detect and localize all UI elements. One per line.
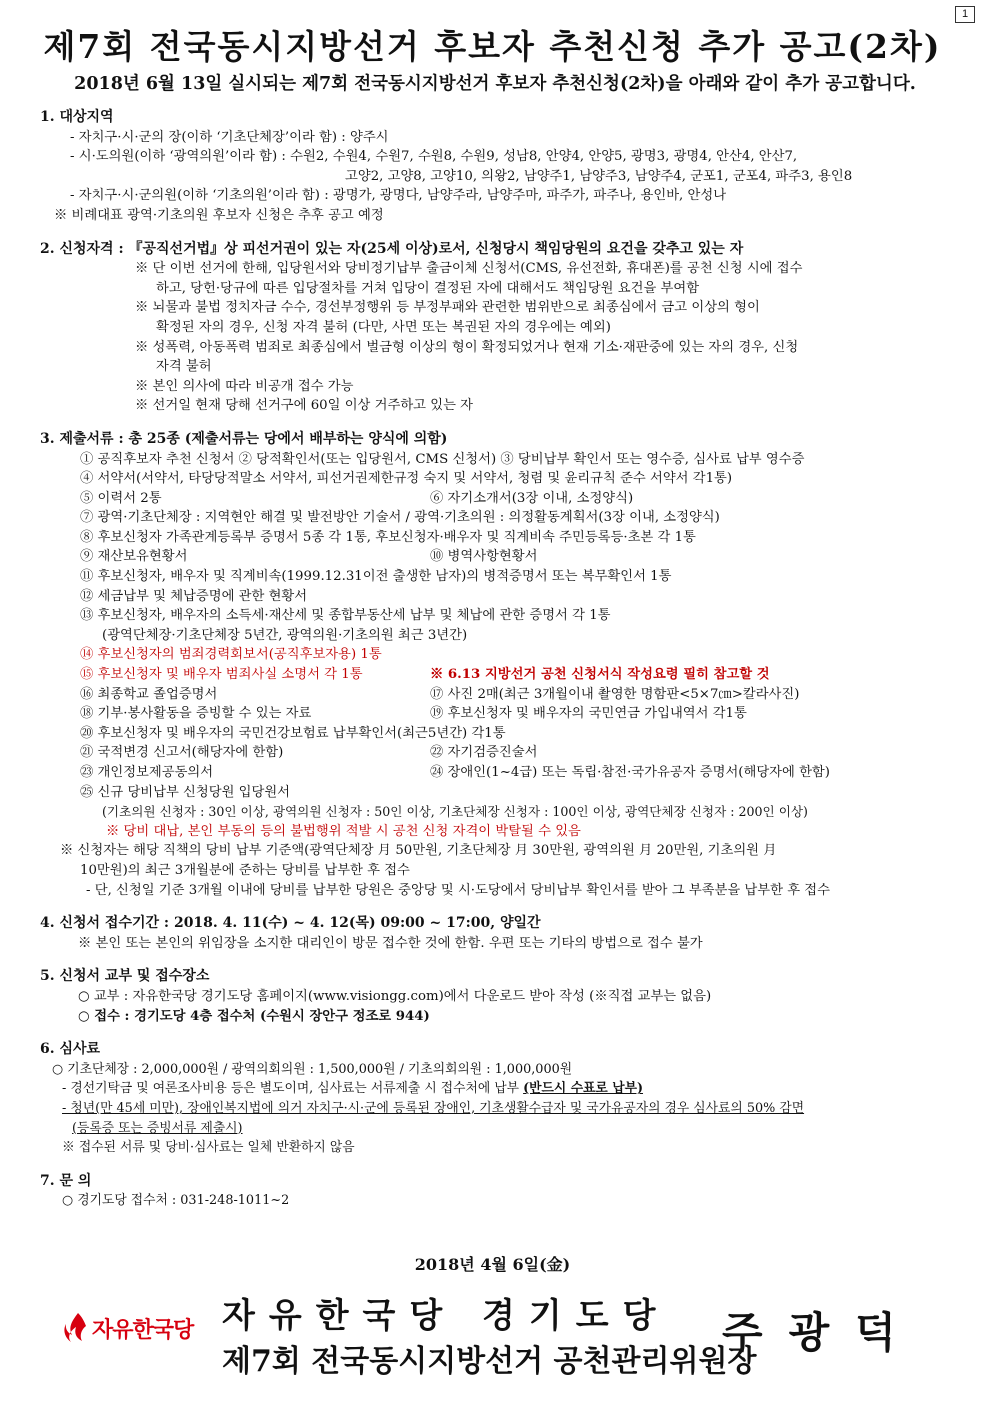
list-item: ④ 서약서(서약서, 타당당적말소 서약서, 피선거권제한규정 숙지 및 서약서, 청렴 및 윤리규칙 준수 서약서 각1통) <box>80 471 733 487</box>
list-item <box>40 1007 970 1027</box>
section-eligibility <box>40 240 970 416</box>
list-item: - 자치구·시·군의 장(이하 ‘기초단체장’이라 함) : 양주시 <box>70 129 389 145</box>
list-item: ⑨ 재산보유현황서 <box>80 549 188 565</box>
list-item: (등록증 또는 증빙서류 제출시) <box>72 1120 243 1136</box>
issuer-org: 자유한국당 경기도당 <box>222 1296 670 1336</box>
section-heading: 7. 문 의 <box>40 1172 92 1189</box>
section-heading: 3. 제출서류 : 총 25종 (제출서류는 당에서 배부하는 양식에 의함) <box>40 430 448 447</box>
note: 확정된 자의 경우, 신청 자격 불허 (다만, 사면 또는 복권된 자의 경우에는 예외) <box>156 319 611 335</box>
list-item: ⑳ 후보신청자 및 배우자의 국민건강보험료 납부확인서(최근5년간) 각1통 <box>80 725 506 741</box>
note: 하고, 당헌·당규에 따른 입당절차를 거쳐 입당이 결정된 자에 대해서도 책임당원 요건을 부여함 <box>156 280 700 296</box>
list-item: ⑥ 자기소개서(3장 이내, 소정양식) <box>430 490 634 506</box>
item-label: ○ 접수 : <box>78 1008 135 1024</box>
list-item: - 자치구·시·군의원(이하 ‘기초의원’이라 함) : 광명가, 광명다, 남양주라, 남양주마, 파주가, 파주나, 용인바, 안성나 <box>70 188 727 204</box>
note: 10만원)의 최근 3개월분에 준하는 당비를 납부한 후 접수 <box>80 862 410 878</box>
page-title: 제7회 전국동시지방선거 후보자 추천신청 추가 공고(2차) <box>43 27 942 66</box>
list-item: ⑬ 후보신청자, 배우자의 소득세·재산세 및 종합부동산세 납부 및 체납에 관한 증명서 각 1통 <box>80 608 611 624</box>
section-fee <box>40 1040 970 1158</box>
notice-body <box>40 108 970 1211</box>
note: 자격 불허 <box>156 359 212 375</box>
section-inquiry <box>40 1172 970 1211</box>
section-heading: 1. 대상지역 <box>40 109 114 125</box>
note: ※ 본인 또는 본인의 위임장을 소지한 대리인이 방문 접수한 것에 한함. 우편 또는 기타의 방법으로 접수 불가 <box>78 935 703 951</box>
list-item: ① 공직후보자 추천 신청서 ② 당적확인서(또는 입당원서, CMS 신청서) ③ 당비납부 확인서 또는 영수증, 심사료 납부 영수증 <box>80 451 805 467</box>
list-item: - 청년(만 45세 미만), 장애인복지법에 의거 자치구·시·군에 등록된 장애인, 기초생활수급자 및 국가유공자의 경우 심사료의 50% 감면 <box>62 1100 805 1116</box>
note: ※ 접수된 서류 및 당비·심사료는 일체 반환하지 않음 <box>62 1140 355 1156</box>
list-item: ○ 경기도당 접수처 : 031-248-1011~2 <box>62 1193 290 1209</box>
list-item: (광역단체장·기초단체장 5년간, 광역의원·기초의원 최근 3년간) <box>102 627 468 643</box>
section-documents <box>40 430 970 900</box>
note: ※ 신청자는 해당 직책의 당비 납부 기준액(광역단체장 月 50만원, 기초단체장 月 30만원, 광역의원 月 20만원, 기초의원 月 <box>60 843 777 859</box>
note: ※ 성폭력, 아동폭력 범죄로 최종심에서 벌금형 이상의 형이 확정되었거나 현재 기소·재판중에 있는 자의 경우, 신청 <box>135 339 799 355</box>
list-item: ⑱ 기부·봉사활동을 증빙할 수 있는 자료 <box>80 706 312 722</box>
list-item: ㉒ 자기검증진술서 <box>430 745 538 761</box>
item-value: 경기도당 4층 접수처 (수원시 장안구 정조로 944) <box>134 1008 430 1024</box>
section-distribution-place <box>40 967 970 1026</box>
party-logo <box>62 1308 212 1348</box>
section-target-areas <box>40 108 970 226</box>
section-application-period <box>40 914 970 953</box>
item-emphasis: (반드시 수표로 납부) <box>523 1081 644 1097</box>
list-item: ㉓ 개인정보제공동의서 <box>80 765 214 780</box>
list-item: ⑧ 후보신청자 가족관계등록부 증명서 5종 각 1통, 후보신청자·배우자 및 직계비속 주민등록등·초본 각 1통 <box>80 529 696 545</box>
note: ※ 단 이번 선거에 한해, 입당원서와 당비정기납부 출금이체 신청서(CMS, 유선전화, 휴대폰)를 공천 신청 시에 접수 <box>135 261 803 277</box>
list-item: ⑰ 사진 2매(최근 3개월이내 촬영한 명함판<5×7㎝>칼라사진) <box>430 686 800 702</box>
list-item: ⑪ 후보신청자, 배우자 및 직계비속(1999.12.31이전 출생한 남자)의 병적증명서 또는 복무확인서 1통 <box>80 569 672 585</box>
section-heading: 4. 신청서 접수기간 : 2018. 4. 11(수) ~ 4. 12(목) 09:00 ~ 17:00, 양일간 <box>40 915 541 932</box>
note: ※ 뇌물과 불법 정치자금 수수, 경선부정행위 등 부정부패와 관련한 범위반으로 최종심에서 금고 이상의 형이 <box>135 300 760 316</box>
list-item: ⑯ 최종학교 졸업증명서 <box>80 686 218 702</box>
logo-text: 자유한국당 <box>92 1316 194 1342</box>
item-text: - 경선기탁금 및 여론조사비용 등은 별도이며, 심사료는 서류제출 시 접수처에 납부 <box>62 1081 520 1097</box>
note: ※ 비례대표 광역·기초의원 후보자 신청은 추후 공고 예정 <box>54 207 384 223</box>
form-guide-note: ※ 6.13 지방선거 공천 신청서식 작성요령 필히 참고할 것 <box>430 667 770 683</box>
section-heading: 6. 심사료 <box>40 1041 101 1058</box>
list-item: (기초의원 신청자 : 30인 이상, 광역의원 신청자 : 50인 이상, 기초단체장 신청자 : 100인 이상, 광역단체장 신청자 : 200인 이상) <box>102 804 808 820</box>
note: ※ 선거일 현재 당해 선거구에 60일 이상 거주하고 있는 자 <box>135 398 473 414</box>
list-item: ⑫ 세금납부 및 체납증명에 관한 현황서 <box>80 588 308 604</box>
list-item <box>40 1079 970 1099</box>
list-item: 고양2, 고양8, 고양10, 의왕2, 남양주1, 남양주3, 남양주4, 군포1, 군포4, 파주3, 용인8 <box>345 168 853 184</box>
list-item-highlight: ⑮ 후보신청자 및 배우자 범죄사실 소명서 각 1통 <box>80 667 363 683</box>
list-item: ⑲ 후보신청자 및 배우자의 국민연금 가입내역서 각1통 <box>430 706 747 722</box>
signer-name: 주광덕 <box>722 1308 922 1357</box>
list-item: ㉕ 신규 당비납부 신청당원 입당원서 <box>80 784 291 800</box>
page-number: 1 <box>955 6 975 23</box>
list-item: ⑤ 이력서 2통 <box>80 490 162 506</box>
page-subtitle: 2018년 6월 13일 실시되는 제7회 전국동시지방선거 후보자 추천신청(2차)을 아래와 같이 추가 공고합니다. <box>74 74 916 94</box>
notice-date: 2018년 4월 6일(金) <box>414 1255 571 1274</box>
section-heading: 2. 신청자격 : 『공직선거법』상 피선거권이 있는 자(25세 이상)로서, 신청당시 책임당원의 요건을 갖추고 있는 자 <box>40 240 744 257</box>
list-item: ㉑ 국적변경 신고서(해당자에 한함) <box>80 745 284 761</box>
torch-icon <box>62 1311 92 1345</box>
section-heading: 5. 신청서 교부 및 접수장소 <box>40 968 210 985</box>
list-item-highlight: ⑭ 후보신청자의 범죄경력회보서(공직후보자용) 1통 <box>80 647 382 663</box>
note: ※ 본인 의사에 따라 비공개 접수 가능 <box>135 378 354 394</box>
list-item: ⑩ 병역사항현황서 <box>430 549 538 565</box>
list-item: - 시·도의원(이하 ‘광역의원’이라 함) : 수원2, 수원4, 수원7, 수원8, 수원9, 성남8, 안양4, 안양5, 광명3, 광명4, 안산4, 안산7, <box>70 149 798 165</box>
list-item: ○ 교부 : 자유한국당 경기도당 홈페이지(www.visiongg.com)에서 다운로드 받아 작성 (※직접 교부는 없음) <box>78 988 712 1004</box>
note: - 단, 신청일 기준 3개월 이내에 당비를 납부한 당원은 중앙당 및 시·도당에서 당비납부 확인서를 받아 그 부족분을 납부한 후 접수 <box>86 882 830 898</box>
list-item: ⑦ 광역·기초단체장 : 지역현안 해결 및 발전방안 기술서 / 광역·기초의원 : 의정활동계획서(3장 이내, 소정양식) <box>80 510 720 526</box>
list-item: ㉔ 장애인(1~4급) 또는 독립·참전·국가유공자 증명서(해당자에 한함) <box>430 765 830 780</box>
warning-note: ※ 당비 대납, 본인 부동의 등의 불법행위 적발 시 공천 신청 자격이 박탈될 수 있음 <box>106 823 581 839</box>
list-item: ○ 기초단체장 : 2,000,000원 / 광역의회의원 : 1,500,000원 / 기초의회의원 : 1,000,000원 <box>52 1061 573 1077</box>
issuer-committee: 제7회 전국동시지방선거 공천관리위원장 <box>222 1344 757 1379</box>
